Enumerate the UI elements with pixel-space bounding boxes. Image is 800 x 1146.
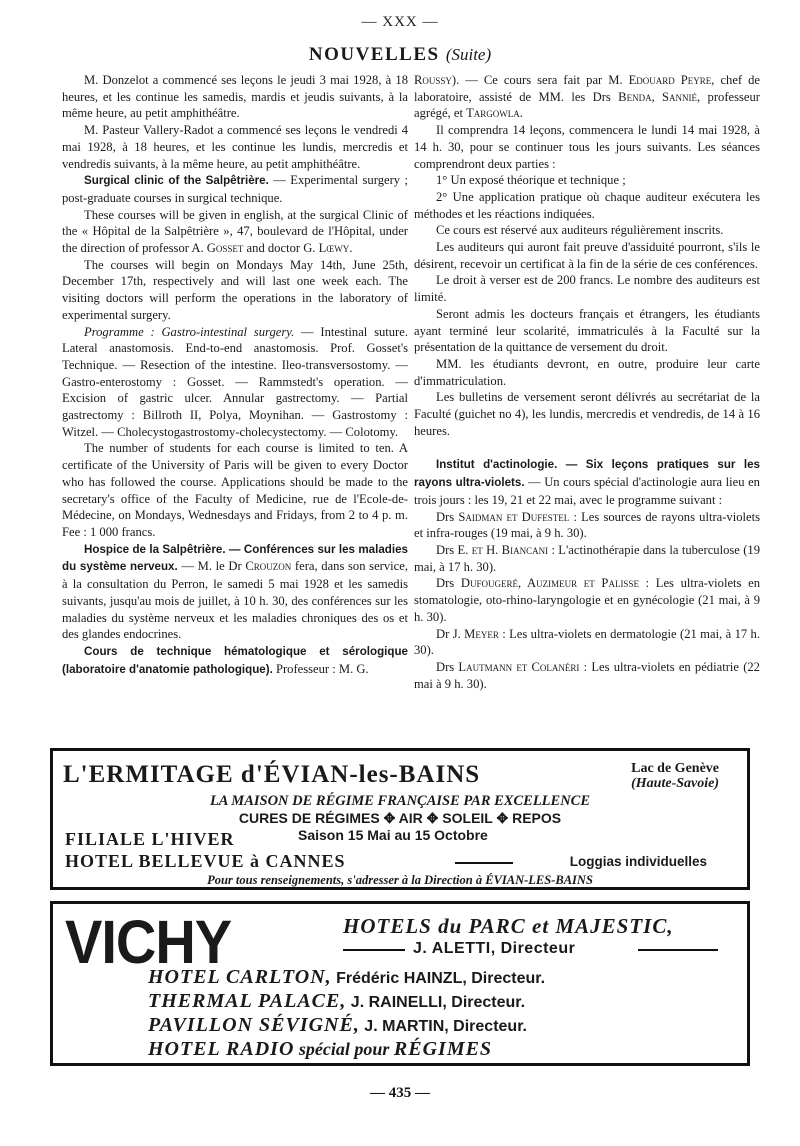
paragraph-saidman <box>414 509 760 542</box>
name-lautmann: Lautmann et Colanéri <box>458 659 580 674</box>
text-segment: . <box>519 106 523 121</box>
name-roussy: Roussy <box>414 73 452 87</box>
text-segment: Drs <box>436 659 459 674</box>
paragraph-reserved: Ce cours est réservé aux auditeurs régulièrement inscrits. <box>436 223 724 238</box>
hotel-name: HOTEL CARLTON, <box>148 966 332 988</box>
paragraph-surgical-clinic <box>62 172 408 206</box>
paragraph-part-two: 2° Une application pratique où chaque auditeur exécutera les méthodes et les réactions indiquées. <box>414 189 760 221</box>
ad-location-lake: Lac de Genève <box>631 761 719 776</box>
paragraph-roussy <box>414 72 760 122</box>
text-segment: Drs <box>436 509 459 524</box>
ad-ermitage-tagline: LA MAISON DE RÉGIME FRANÇAISE PAR EXCELLENCE <box>209 793 591 809</box>
name-targowla: Targowla <box>466 106 520 121</box>
ad-ermitage-location <box>631 761 719 791</box>
advertisement-ermitage-evian <box>50 748 750 890</box>
text-surgical-clinic: — Experimental surgery ; post-graduate courses in surgical technique. <box>62 173 408 205</box>
text-segment: : Les ultra-violets en stomatologie, oto-rhino-laryngologie et en gynécologie (21 mai, à 9 h. 30). <box>414 576 760 624</box>
rule-right <box>638 949 718 951</box>
ad-ermitage-hotel-bellevue: HOTEL BELLEVUE à CANNES <box>65 851 346 871</box>
paragraph-certificate: Les auditeurs qui auront fait preuve d'assiduité pourront, s'ils le désirent, recevoir un certificat à la fin de la série de ces conférences. <box>414 240 760 271</box>
ad-vichy-hotels: HOTELS du PARC et MAJESTIC, <box>343 914 674 938</box>
ad-ermitage-loggias: Loggias individuelles <box>569 854 707 869</box>
name-loewy: Lœwy <box>318 241 350 256</box>
ad-vichy-title: VICHY <box>65 907 232 977</box>
text-segment: fera, dans son service, à la consultation du Perron, le samedi 5 mai 1928 et les samedis suivants, jusqu'au mois de juillet, à 10 h. 30, des conférences sur les maladies du système nerveux et les maladies chroniques des os et des glandes endocrines. <box>62 559 408 642</box>
text-programme: — Intestinal suture. Lateral anastomosis. End-to-end anastomosis. Prof. Gosset's Technique. — Resection of the intestine. Ileo-transversostomy. — Gastro-enterostomy : Gosset. — Rammstedt's operation. — Excision of gastric ulcer. Annular gastrectomy. — Partial gastrectomy : Billroth II, Polya, Moynihan. — Gastrostomy : Witzel. — Cholecystogastrostomy-cholecystectomy. — Colotomy. <box>62 324 408 439</box>
text-segment: ). — Ce cours sera fait par M. <box>451 73 629 87</box>
paragraph-courses-dates: The courses will begin on Mondays May 14th, June 25th, December 17th, respectively and will last one week each. The visiting doctors will perform the operations in the laboratory of experimental surgery. <box>62 257 408 322</box>
text-segment: Drs <box>436 542 458 557</box>
ad-ermitage-title: L'ERMITAGE d'ÉVIAN-les-BAINS <box>63 761 481 788</box>
name-benda-sannie: Benda, Sannié <box>618 89 698 104</box>
hotel-regimes: RÉGIMES <box>393 1038 493 1060</box>
text-segment: : Les ultra-violets en pédiatrie (22 mai à 9 h. 30). <box>414 659 760 691</box>
paragraph-actinologie <box>414 456 760 508</box>
ad-ermitage-contact: Pour tous renseignements, s'adresser à la Direction à ÉVIAN-LES-BAINS <box>207 873 593 887</box>
ad-ermitage-season: Saison 15 Mai au 15 Octobre <box>298 827 488 843</box>
section-title-text: NOUVELLES <box>308 44 440 65</box>
paragraph-part-one: 1° Un exposé théorique et technique ; <box>436 173 626 188</box>
ad-ermitage-cures: CURES DE RÉGIMES ✥ AIR ✥ SOLEIL ✥ REPOS <box>238 810 562 826</box>
advertisement-vichy <box>50 901 750 1066</box>
hotel-director: J. RAINELLI, Directeur. <box>346 994 526 1011</box>
hotel-name: PAVILLON SÉVIGNÉ, <box>148 1014 360 1036</box>
text-segment: : L'actinothérapie dans la tuberculose (19 mai, à 17 h. 30). <box>414 542 761 574</box>
ad-ermitage-filiale: FILIALE L'HIVER <box>65 829 235 849</box>
name-crouzon: Crouzon <box>245 559 292 574</box>
text-segment: , professeur agrégé, et <box>414 89 760 121</box>
paragraph-bulletins: Les bulletins de versement seront délivrés au secrétariat de la Faculté (guichet no 4), les lundis, mercredis et vendredis, de 14 à 16 heures. <box>414 390 760 438</box>
right-column <box>414 72 760 692</box>
name-saidman: Saidman et Dufestel <box>458 509 570 524</box>
text-segment: Professeur : M. G. <box>272 661 369 676</box>
text-segment: Dr <box>436 626 453 641</box>
text-actinologie: — Un cours spécial d'actinologie aura lieu en trois jours : les 19, 21 et 22 mai, avec le programme suivant : <box>414 475 760 507</box>
heading-hospice: Hospice de la Salpêtrière. — Conférences sur les maladies du système nerveux. <box>62 542 408 574</box>
text-segment: . <box>349 241 353 256</box>
paragraph-biancani <box>414 542 760 575</box>
page-number: — 435 — <box>370 1085 430 1101</box>
paragraph-admission: Seront admis les docteurs français et étrangers, les étudiants ayant terminé leur scolarité, immatriculés à la Faculté sur la présentation de la quittance de versement du droit. <box>414 306 760 355</box>
heading-hematology: Cours de technique hématologique et sérologique (laboratoire d'anatomie pathologique). <box>62 644 408 676</box>
name-peyre: Edouard Peyre <box>628 73 712 87</box>
ad-vichy-thermal-palace <box>148 990 525 1014</box>
paragraph-dufougere <box>414 575 760 625</box>
ad-vichy-director: J. ALETTI, Directeur <box>413 940 576 957</box>
text-segment: Drs <box>436 576 461 591</box>
paragraph-lautmann <box>414 659 760 692</box>
ornament-divider <box>455 862 513 864</box>
header-roman-numeral: — XXX — <box>361 14 439 30</box>
name-gosset: Gosset <box>206 241 244 256</box>
paragraph-hospice <box>62 541 408 643</box>
left-column <box>62 72 408 678</box>
paragraph-donzelot: M. Donzelot a commencé ses leçons le jeudi 3 mai 1928, à 18 heures, et les continue les samedis, mardis et jeudis suivants, à la même heure, au petit amphithéâtre. <box>62 73 408 121</box>
hotel-name: THERMAL PALACE, <box>148 990 347 1012</box>
section-title-suite: (Suite) <box>445 45 492 64</box>
paragraph-hematology <box>62 643 408 678</box>
heading-surgical-clinic: Surgical clinic of the Salpêtrière. <box>84 174 269 188</box>
ad-vichy-hotel-radio <box>148 1038 492 1061</box>
heading-actinologie: Institut d'actinologie. — Six leçons pratiques sur les rayons ultra-violets. <box>414 458 760 490</box>
paragraph-pasteur: M. Pasteur Vallery-Radot a commencé ses leçons le vendredi 4 mai 1928, à 18 heures, et les continue les lundis, mercredis et vendredis suivants, à la même heure, au petit amphithéâtre. <box>62 123 408 171</box>
paragraph-students-card: MM. les étudiants devront, en outre, produire leur carte d'immatriculation. <box>414 356 760 388</box>
paragraph-lessons: Il comprendra 14 leçons, commencera le lundi 14 mai 1928, à 14 h. 30, pour se continuer tous les jours suivants. Les séances comprendront deux parties : <box>414 123 760 171</box>
text-segment: , chef de laboratoire, assisté de MM. les Drs <box>414 73 760 104</box>
ad-location-region: (Haute-Savoie) <box>631 776 719 791</box>
name-biancani: E. et H. Biancani <box>457 542 549 557</box>
hotel-director: Frédéric HAINZL, Directeur. <box>331 970 546 987</box>
text-segment: : Les ultra-violets en dermatologie (21 mai, à 17 h. 30). <box>414 626 760 658</box>
paragraph-programme <box>62 324 408 441</box>
ad-vichy-pavillon-sevigne <box>148 1014 527 1038</box>
text-segment: — M. le Dr <box>177 559 246 574</box>
paragraph-meyer <box>414 626 760 659</box>
name-meyer: J. Meyer <box>452 626 499 641</box>
hotel-director: J. MARTIN, Directeur. <box>359 1018 527 1035</box>
rule-left <box>343 949 405 951</box>
text-segment: and doctor G. <box>243 241 319 256</box>
name-dufougere: Dufougeré, Auzimeur et Palisse <box>460 576 639 591</box>
section-title <box>0 44 800 66</box>
ad-vichy-carlton <box>148 966 545 990</box>
hotel-name: HOTEL RADIO <box>148 1038 295 1060</box>
hotel-special: spécial pour <box>294 1039 394 1059</box>
text-segment: : Les sources de rayons ultra-violets et infra-rouges (19 mai, à 9 h. 30). <box>414 509 761 541</box>
text-segment: These courses will be given in english, at the surgical Clinic of the « Hôpital de la Salpêtrière », 47, boulevard de l'Hôpital, under the direction of professor A. <box>62 207 408 256</box>
paragraph-courses-english <box>62 207 408 257</box>
label-programme: Programme : Gastro-intestinal surgery. <box>84 324 295 339</box>
paragraph-fee: Le droit à verser est de 200 francs. Le nombre des auditeurs est limité. <box>414 273 760 305</box>
paragraph-students-limit: The number of students for each course is limited to ten. A certificate of the University of Paris will be given to every Doctor who has followed the course. Applications should be made to the secretary's office of the Faculty of Medicine, rue de l'Ecole-de-Médecine, on Mondays, Wednesdays and Fridays, from 2 to 4 p. m. Fee : 1 000 francs. <box>62 441 408 539</box>
